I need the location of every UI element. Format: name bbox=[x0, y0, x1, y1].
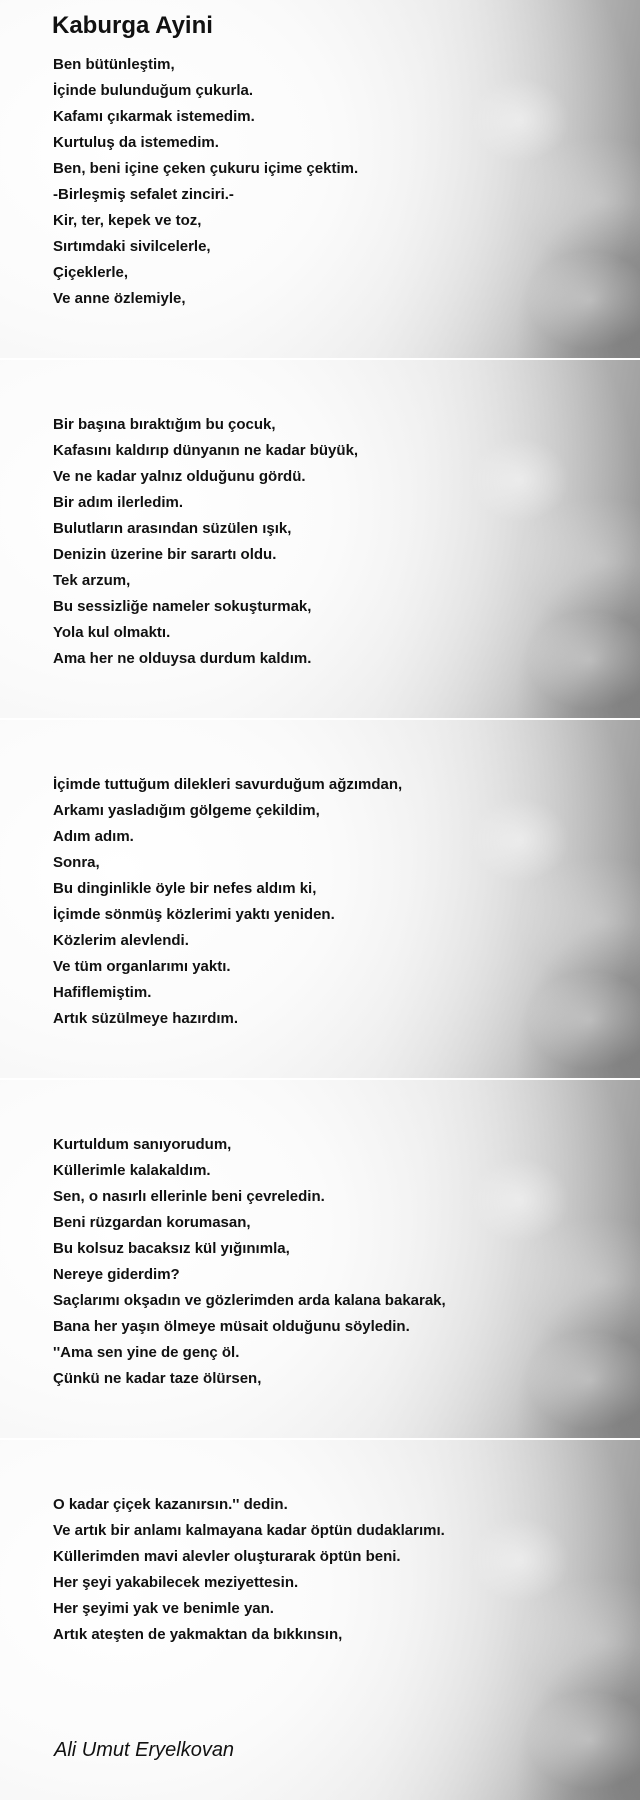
poem-line: Çünkü ne kadar taze ölürsen, bbox=[53, 1370, 262, 1387]
poem-title: Kaburga Ayini bbox=[52, 12, 213, 39]
poem-line: Adım adım. bbox=[53, 828, 134, 845]
poem-line: Ben bütünleştim, bbox=[53, 56, 175, 73]
poem-line: Yola kul olmaktı. bbox=[53, 624, 171, 641]
poem-line: İçimde sönmüş közlerimi yaktı yeniden. bbox=[53, 906, 335, 923]
poem-line: Ve tüm organlarımı yaktı. bbox=[53, 958, 231, 975]
poem-panel-5 bbox=[0, 1440, 640, 1800]
poem-line: Kafasını kaldırıp dünyanın ne kadar büyük, bbox=[53, 442, 359, 459]
poem-line: Arkamı yasladığım gölgeme çekildim, bbox=[53, 802, 320, 819]
poem-line: Bulutların arasından süzülen ışık, bbox=[53, 520, 292, 537]
poem-line: Bu kolsuz bacaksız kül yığınımla, bbox=[53, 1240, 290, 1257]
poem-line: Közlerim alevlendi. bbox=[53, 932, 189, 949]
poem-line: Sonra, bbox=[53, 854, 100, 871]
poem-line: Bir adım ilerledim. bbox=[53, 494, 184, 511]
poem-line: Bir başına bıraktığım bu çocuk, bbox=[53, 416, 276, 433]
poem-line: Ben, beni içine çeken çukuru içime çektim. bbox=[53, 160, 359, 177]
stanza-1 bbox=[53, 52, 358, 312]
poem-line: Küllerimle kalakaldım. bbox=[53, 1162, 211, 1179]
poem-panel-3 bbox=[0, 720, 640, 1078]
poem-line: Ve artık bir anlamı kalmayana kadar öptün dudaklarımı. bbox=[53, 1522, 445, 1539]
poem-line: İçinde bulunduğum çukurla. bbox=[53, 82, 254, 99]
poem-author: Ali Umut Eryelkovan bbox=[54, 1739, 235, 1761]
poem-line: Ve anne özlemiyle, bbox=[53, 290, 186, 307]
poem-line: Ama her ne olduysa durdum kaldım. bbox=[53, 650, 312, 667]
poem-line: -Birleşmiş sefalet zinciri.- bbox=[53, 186, 234, 203]
poem-line: Sırtımdaki sivilcelerle, bbox=[53, 238, 211, 255]
poem-line: Hafiflemiştim. bbox=[53, 984, 152, 1001]
poem-line: Artık ateşten de yakmaktan da bıkkınsın, bbox=[53, 1626, 343, 1643]
poem-line: Ve ne kadar yalnız olduğunu gördü. bbox=[53, 468, 306, 485]
poem-line: Küllerimden mavi alevler oluşturarak öptün beni. bbox=[53, 1548, 401, 1565]
poem-line: Tek arzum, bbox=[53, 572, 131, 589]
stanza-4 bbox=[53, 1132, 446, 1392]
poem-line: Her şeyi yakabilecek meziyettesin. bbox=[53, 1574, 299, 1591]
poem-line: Denizin üzerine bir sarartı oldu. bbox=[53, 546, 277, 563]
poem-panel-1 bbox=[0, 0, 640, 358]
poem-line: Beni rüzgardan korumasan, bbox=[53, 1214, 251, 1231]
stanza-5 bbox=[53, 1492, 445, 1648]
poem-line: Çiçeklerle, bbox=[53, 264, 129, 281]
stanza-3 bbox=[53, 772, 402, 1032]
poem-line: İçimde tuttuğum dilekleri savurduğum ağzımdan, bbox=[53, 776, 403, 793]
poem-line: Sen, o nasırlı ellerinle beni çevreledin. bbox=[53, 1188, 325, 1205]
poem-line: O kadar çiçek kazanırsın.'' dedin. bbox=[53, 1496, 288, 1513]
poem-line: Kafamı çıkarmak istemedim. bbox=[53, 108, 255, 125]
poem-line: Nereye giderdim? bbox=[53, 1266, 180, 1283]
poem-line: Kir, ter, kepek ve toz, bbox=[53, 212, 202, 229]
poem-line: Bana her yaşın ölmeye müsait olduğunu söyledin. bbox=[53, 1318, 410, 1335]
stanza-2 bbox=[53, 412, 358, 672]
poem-line: Bu dinginlikle öyle bir nefes aldım ki, bbox=[53, 880, 317, 897]
poem-line: ''Ama sen yine de genç öl. bbox=[53, 1344, 240, 1361]
poem-line: Her şeyimi yak ve benimle yan. bbox=[53, 1600, 274, 1617]
poem-panel-2 bbox=[0, 360, 640, 718]
poem-line: Artık süzülmeye hazırdım. bbox=[53, 1010, 239, 1027]
poem-line: Kurtuldum sanıyorudum, bbox=[53, 1136, 232, 1153]
poem-line: Kurtuluş da istemedim. bbox=[53, 134, 219, 151]
poem-line: Bu sessizliğe nameler sokuşturmak, bbox=[53, 598, 312, 615]
poem-line: Saçlarımı okşadın ve gözlerimden arda kalana bakarak, bbox=[53, 1292, 446, 1309]
poem-panel-4 bbox=[0, 1080, 640, 1438]
